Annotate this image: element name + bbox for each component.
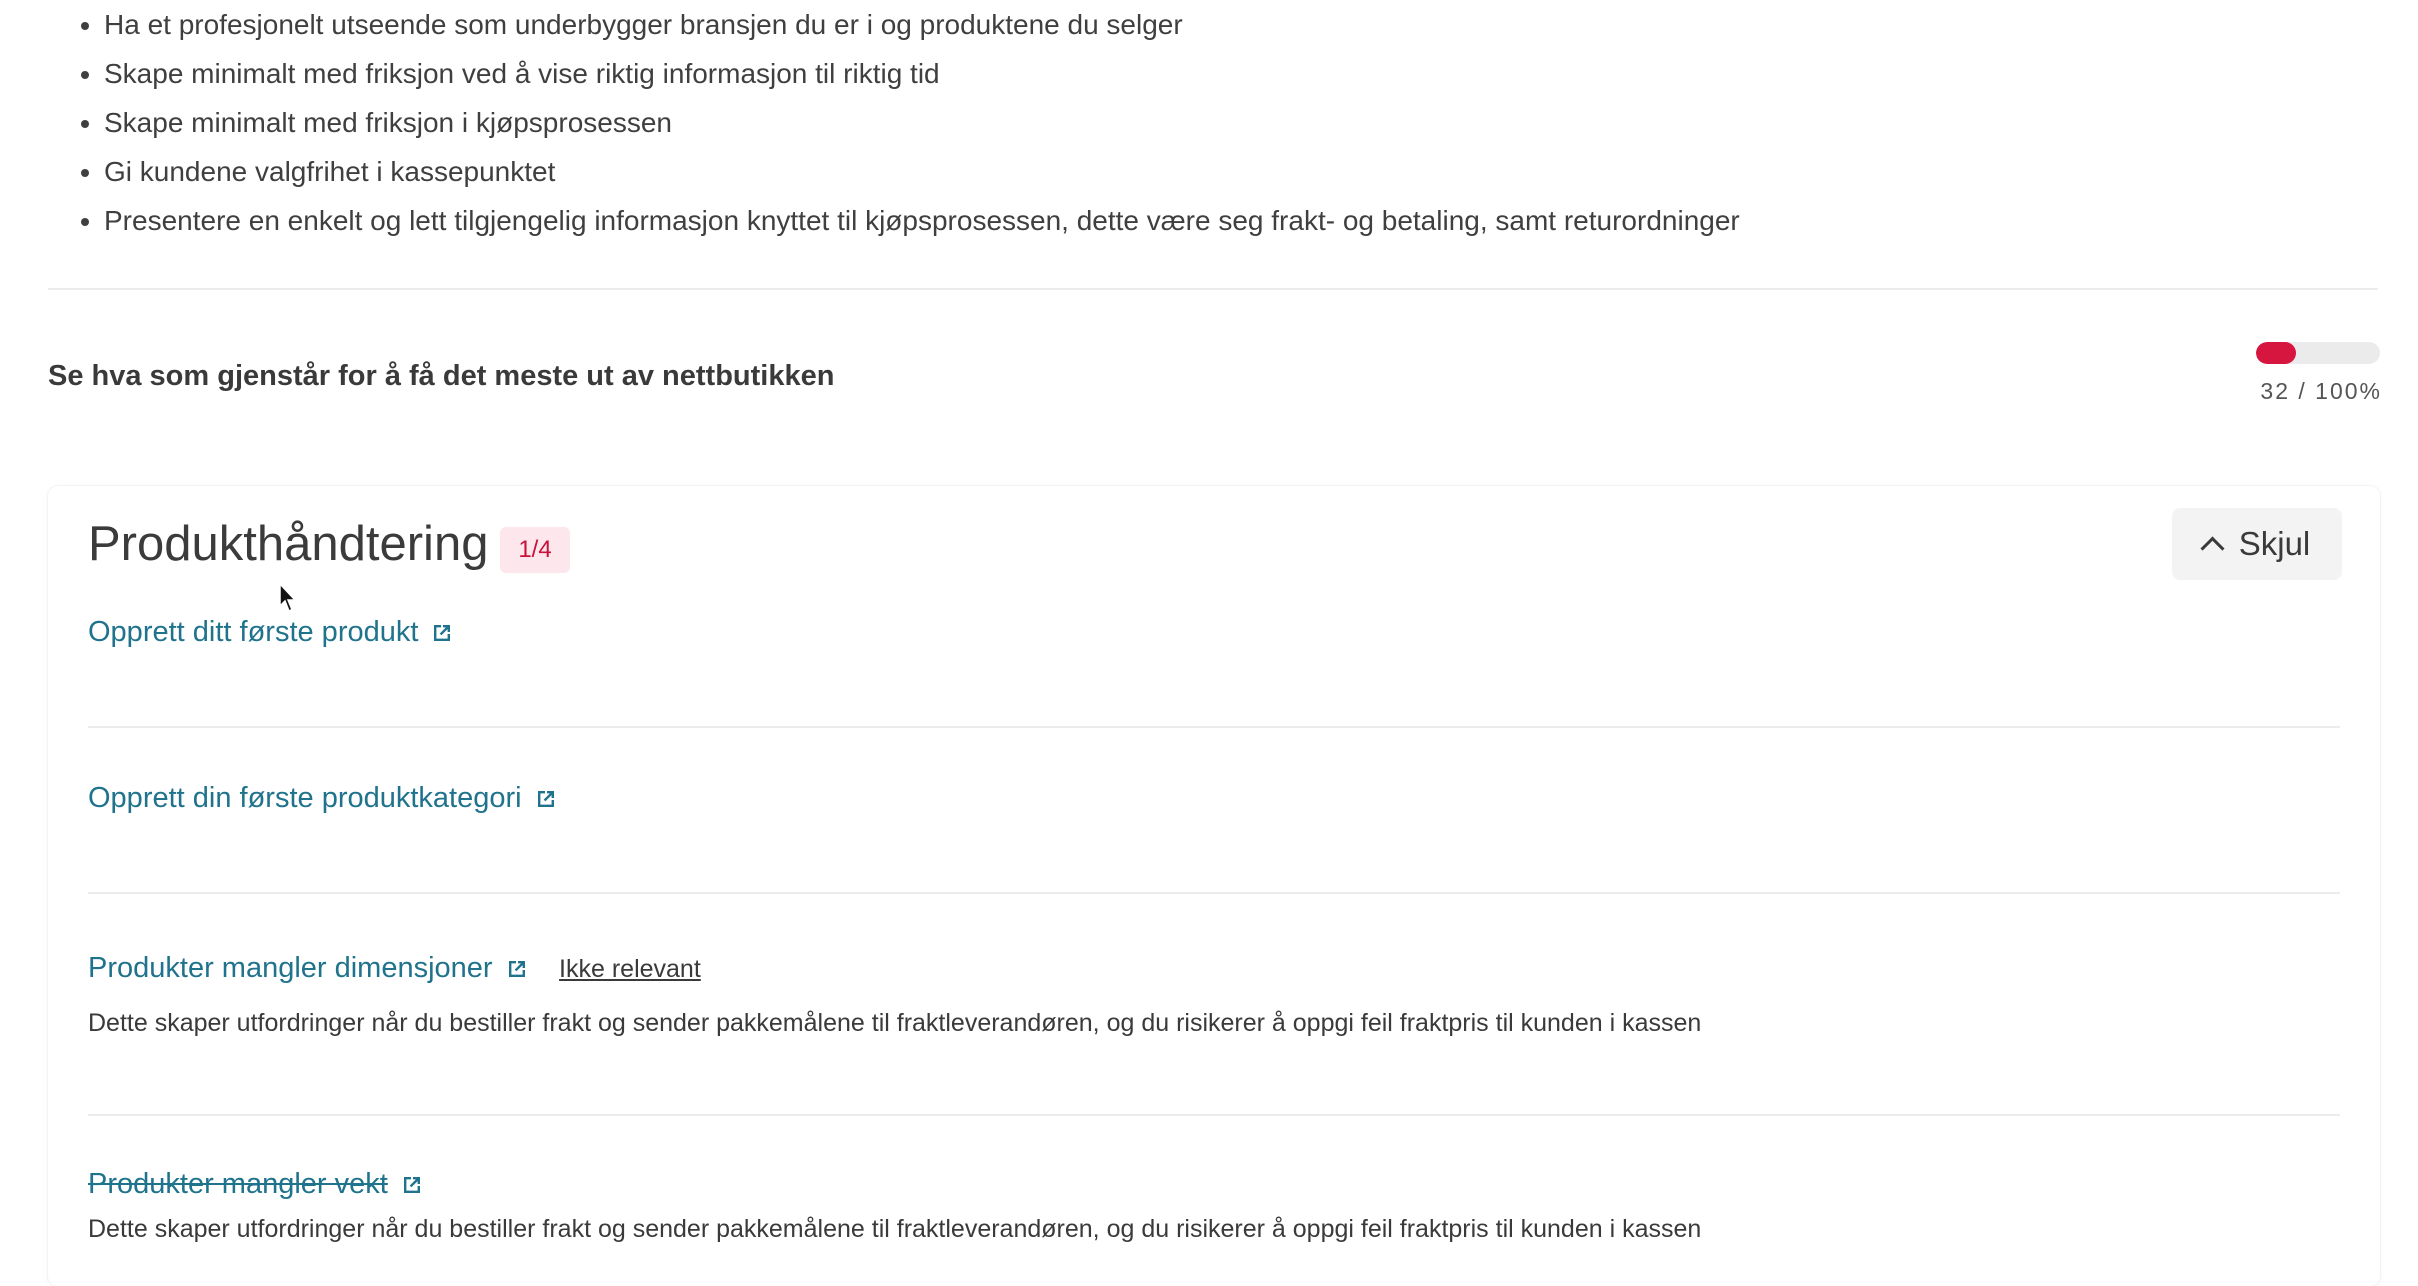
hide-section-button[interactable] (2172, 508, 2342, 580)
chevron-up-icon (2200, 536, 2224, 560)
goal-item: • Skape minimalt med friksjon ved å vise riktig informasjon til riktig tid (104, 49, 1740, 98)
hide-button-label: Skjul (2238, 525, 2311, 562)
goal-item: • Ha et profesjonelt utseende som underbygger bransjen du er i og produktene du selger (104, 0, 1740, 49)
task-link-missing-weight[interactable] (88, 1168, 424, 1201)
task-description: Dette skaper utfordringer når du bestiller frakt og sender pakkemålene til fraktleverandøren, og du risikerer å oppgi feil fraktpris til kunden i kassen (88, 1215, 1702, 1243)
section-card-product-management (48, 486, 2380, 1286)
task-link-create-first-product[interactable] (88, 616, 454, 649)
external-link-icon (430, 621, 454, 645)
task-label: Produkter mangler dimensjoner (88, 952, 493, 984)
section-title: Produkthåndtering (88, 517, 489, 571)
task-description: Dette skaper utfordringer når du bestiller frakt og sender pakkemålene til fraktleverandøren, og du risikerer å oppgi feil fraktpris til kunden i kassen (88, 1009, 1702, 1037)
external-link-icon (400, 1173, 424, 1197)
goals-list (48, 0, 1740, 245)
task-label: Opprett ditt første produkt (88, 616, 419, 648)
task-item (88, 782, 558, 815)
external-link-icon (534, 787, 558, 811)
progress-bar-fill (2256, 342, 2296, 364)
divider (48, 288, 2378, 290)
goal-item: • Skape minimalt med friksjon i kjøpsprosessen (104, 98, 1740, 147)
task-label: Opprett din første produktkategori (88, 782, 522, 814)
progress-heading: Se hva som gjenstår for å få det meste ut av nettbutikken (48, 360, 835, 392)
task-link-create-first-category[interactable] (88, 782, 558, 815)
progress-label: 32 / 100% (2260, 378, 2382, 404)
divider (88, 1114, 2340, 1116)
task-label: Produkter mangler vekt (88, 1168, 388, 1200)
not-relevant-link[interactable]: Ikke relevant (559, 955, 701, 983)
task-link-missing-dimensions[interactable] (88, 952, 529, 985)
mouse-cursor-icon (278, 582, 298, 614)
external-link-icon (505, 957, 529, 981)
task-item (88, 616, 454, 649)
divider (88, 892, 2340, 894)
divider (88, 726, 2340, 728)
goal-item: • Presentere en enkelt og lett tilgjengelig informasjon knyttet til kjøpsprosessen, dette være seg frakt- og betaling, samt returordninger (104, 196, 1740, 245)
task-item (88, 952, 1701, 1038)
task-item (88, 1168, 1701, 1244)
goal-item: • Gi kundene valgfrihet i kassepunktet (104, 147, 1740, 196)
section-progress-badge: 1/4 (500, 527, 570, 573)
progress-bar (2256, 342, 2380, 364)
